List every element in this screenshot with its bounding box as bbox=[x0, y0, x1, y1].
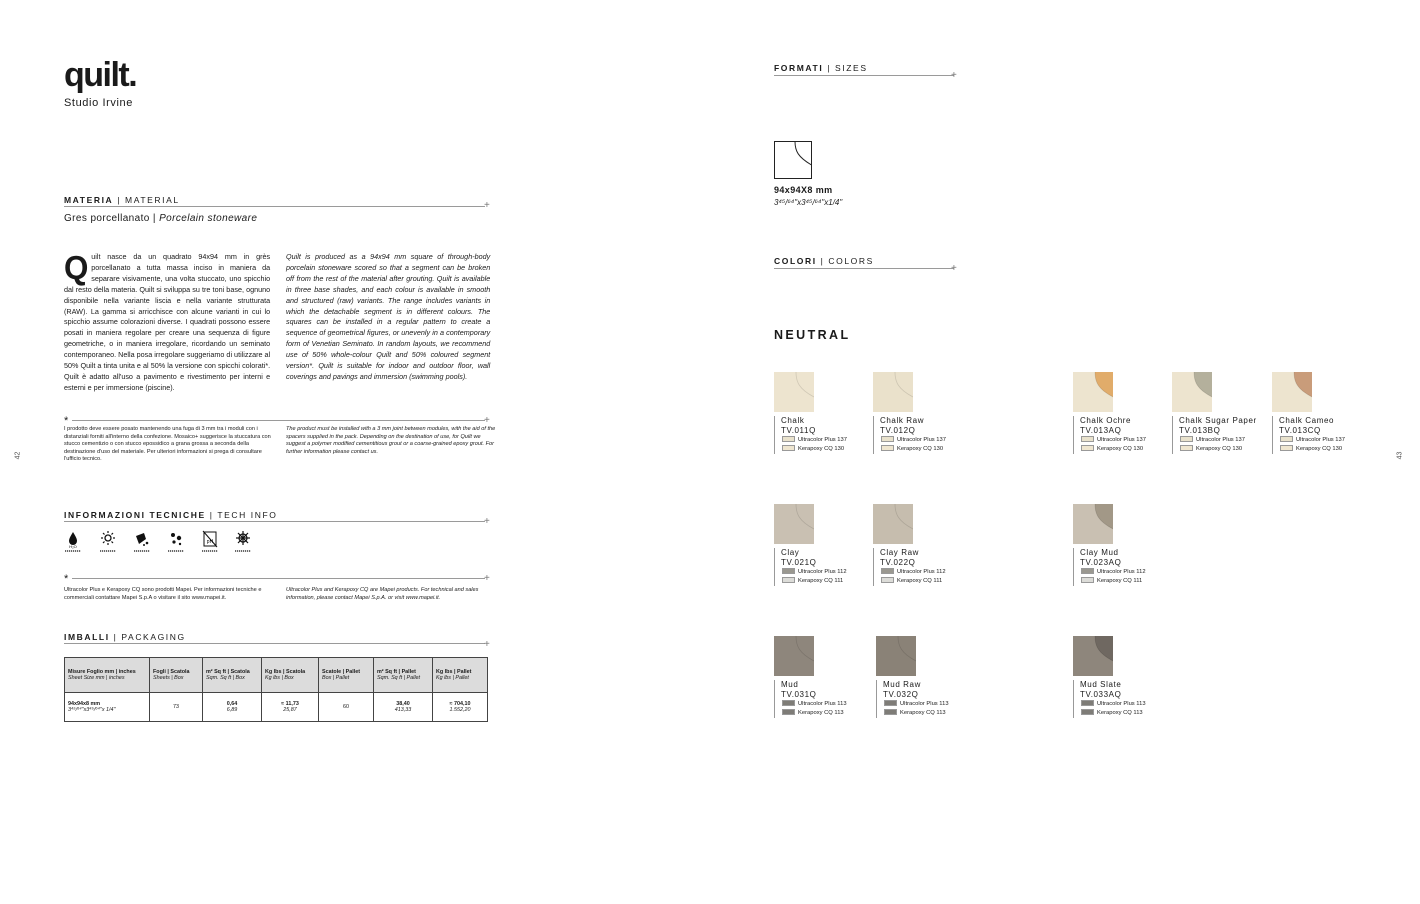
grout-label: Ultracolor Plus 113 bbox=[798, 701, 847, 707]
grout-item bbox=[1081, 700, 1146, 709]
designer-name: Studio Irvine bbox=[64, 97, 133, 109]
grout-swatch bbox=[782, 568, 795, 574]
color-tile bbox=[876, 636, 916, 676]
grout-label: Ultracolor Plus 112 bbox=[798, 569, 847, 575]
grout-item bbox=[782, 445, 847, 454]
cell-sqm-pallet: 38,40 413,33 bbox=[374, 693, 433, 722]
page-number-right: 43 bbox=[1396, 451, 1404, 460]
grout-label: Kerapoxy CQ 113 bbox=[798, 710, 844, 716]
svg-text:pH: pH bbox=[206, 539, 214, 545]
grout-list bbox=[782, 568, 847, 586]
color-divider-line bbox=[1272, 416, 1273, 454]
size-mm: 94x94X8 mm bbox=[774, 185, 833, 195]
color-code: TV.021Q bbox=[781, 558, 817, 567]
col-sqm-pallet: m² Sq ft | Pallet Sqm. Sq ft | Pallet bbox=[374, 658, 433, 693]
grout-label: Ultracolor Plus 113 bbox=[1097, 701, 1146, 707]
grout-item bbox=[782, 436, 847, 445]
sizes-heading-it: FORMATI bbox=[774, 63, 824, 73]
color-name: Clay bbox=[781, 548, 800, 557]
grout-swatch bbox=[1280, 445, 1293, 451]
color-code: TV.032Q bbox=[883, 690, 919, 699]
tech-heading-en: TECH INFO bbox=[217, 510, 278, 520]
tech-plus-mark: + bbox=[484, 516, 490, 527]
color-divider-line bbox=[876, 680, 877, 718]
grout-swatch bbox=[782, 700, 795, 706]
grout-swatch bbox=[884, 709, 897, 715]
grout-item bbox=[782, 709, 847, 718]
grout-list bbox=[1180, 436, 1245, 454]
color-family-title: NEUTRAL bbox=[774, 328, 851, 342]
color-divider-line bbox=[774, 416, 775, 454]
grout-swatch bbox=[881, 445, 894, 451]
color-code: TV.011Q bbox=[781, 426, 816, 435]
note2-plus-mark: + bbox=[484, 573, 490, 584]
color-name: Chalk Sugar Paper bbox=[1179, 416, 1257, 425]
material-heading-en: MATERIAL bbox=[125, 195, 180, 205]
packaging-plus-mark: + bbox=[484, 639, 490, 650]
grout-label: Kerapoxy CQ 111 bbox=[1097, 578, 1143, 584]
color-label bbox=[1179, 416, 1257, 436]
intro-english: Quilt is produced as a 94x94 mm square of through-body porcelain stoneware scored so that a segment can be broken off from the rest of the material after grouting. Quilt is available in three base shades, and each colour is available in smooth and structured (raw) variants. The range includes variants in which the detachable segment is in different colours. The squares can be installed in a regular pattern to create a sequence of geometrical figures, or unevenly in a contemporary form of Venetian Seminato. In random layouts, we recommend use of 50% whole-colour Quilt and 50% coloured segment version*. Quilt is suitable for indoor and outdoor floor, wall coverings and pavings and immersion (swimming pools). bbox=[286, 252, 491, 381]
grout-label: Kerapoxy CQ 130 bbox=[1196, 446, 1243, 452]
grout-label: Ultracolor Plus 112 bbox=[897, 569, 946, 575]
color-label bbox=[781, 680, 816, 700]
color-code: TV.013AQ bbox=[1080, 426, 1122, 435]
grout-item bbox=[1081, 436, 1146, 445]
color-divider-line bbox=[1073, 548, 1074, 586]
color-name: Chalk Ochre bbox=[1080, 416, 1132, 425]
color-divider-line bbox=[1073, 416, 1074, 454]
grout-item bbox=[1280, 436, 1345, 445]
grout-label: Ultracolor Plus 137 bbox=[1296, 437, 1345, 443]
grout-swatch bbox=[1081, 568, 1094, 574]
cell-sheets-box: 73 bbox=[150, 693, 203, 722]
col-sheet-size: Misure Foglio mm | inches Sheet Size mm | inches bbox=[65, 658, 150, 693]
grout-swatch bbox=[782, 709, 795, 715]
grout-list bbox=[884, 700, 949, 718]
grout-list bbox=[1081, 568, 1146, 586]
packaging-heading-it: IMBALLI bbox=[64, 632, 110, 642]
color-label bbox=[1279, 416, 1334, 436]
grout-list bbox=[1081, 436, 1146, 454]
color-divider-line bbox=[774, 680, 775, 718]
col-sqm-box: m² Sq ft | Scatola Sqm. Sq ft | Box bbox=[203, 658, 262, 693]
grout-item bbox=[782, 577, 847, 586]
color-name: Chalk Raw bbox=[880, 416, 925, 425]
colors-heading-en: COLORS bbox=[828, 256, 874, 266]
grout-item bbox=[1081, 568, 1146, 577]
size-inches: 3⁴⁵/⁶⁴"x3⁴⁵/⁶⁴"x1/4" bbox=[774, 198, 843, 207]
grout-item bbox=[881, 436, 946, 445]
grout-label: Ultracolor Plus 112 bbox=[1097, 569, 1146, 575]
color-tile bbox=[1172, 372, 1212, 412]
tech-heading-it: INFORMAZIONI TECNICHE bbox=[64, 510, 206, 520]
grout-label: Ultracolor Plus 137 bbox=[1196, 437, 1245, 443]
sizes-heading-sep: | bbox=[823, 63, 836, 73]
color-divider-line bbox=[1172, 416, 1173, 454]
color-name: Chalk bbox=[781, 416, 805, 425]
grout-item bbox=[881, 568, 946, 577]
color-name: Mud Slate bbox=[1080, 680, 1122, 689]
note2-english: Ultracolor Plus and Kerapoxy CQ are Mapei products. For technical and sales information, please contact Mapei S.p.A. or visit www.mapei.it. bbox=[286, 587, 479, 601]
grout-list bbox=[782, 436, 847, 454]
col-kg-pallet: Kg lbs | Pallet Kg lbs | Pallet bbox=[433, 658, 488, 693]
color-tile bbox=[774, 372, 814, 412]
col-box-pallet: Scatole | Pallet Box | Pallet bbox=[319, 658, 374, 693]
grout-item bbox=[782, 700, 847, 709]
grout-item bbox=[782, 568, 847, 577]
color-tile bbox=[774, 504, 814, 544]
grout-item bbox=[881, 577, 946, 586]
grout-list bbox=[782, 700, 847, 718]
grout-item bbox=[884, 709, 949, 718]
color-label bbox=[883, 680, 921, 700]
grout-item bbox=[1180, 436, 1245, 445]
grout-swatch bbox=[782, 436, 795, 442]
grout-swatch bbox=[1081, 709, 1094, 715]
grout-swatch bbox=[884, 700, 897, 706]
grout-item bbox=[1180, 445, 1245, 454]
grout-swatch bbox=[881, 577, 894, 583]
sizes-heading-en: SIZES bbox=[835, 63, 868, 73]
color-label bbox=[1080, 548, 1121, 568]
color-divider-line bbox=[1073, 680, 1074, 718]
intro-dropcap: Q bbox=[64, 249, 89, 286]
color-code: TV.012Q bbox=[880, 426, 916, 435]
grout-label: Kerapoxy CQ 130 bbox=[1097, 446, 1144, 452]
grout-swatch bbox=[782, 445, 795, 451]
grout-label: Kerapoxy CQ 111 bbox=[798, 578, 844, 584]
grout-label: Ultracolor Plus 137 bbox=[1097, 437, 1146, 443]
cell-kg-box: ≈ 11,73 25,87 bbox=[262, 693, 319, 722]
color-tile bbox=[1073, 372, 1113, 412]
color-label bbox=[1080, 416, 1131, 436]
color-code: TV.023AQ bbox=[1080, 558, 1122, 567]
grout-list bbox=[881, 436, 946, 454]
color-name: Mud bbox=[781, 680, 799, 689]
grout-swatch bbox=[1280, 436, 1293, 442]
material-value-en: Porcelain stoneware bbox=[159, 213, 258, 224]
grout-label: Kerapoxy CQ 111 bbox=[897, 578, 943, 584]
material-heading-sep: | bbox=[113, 195, 126, 205]
color-code: TV.033AQ bbox=[1080, 690, 1122, 699]
color-code: TV.013CQ bbox=[1279, 426, 1321, 435]
packaging-heading-sep: | bbox=[109, 632, 122, 642]
material-heading-it: MATERIA bbox=[64, 195, 114, 205]
color-tile bbox=[1073, 504, 1113, 544]
note2-asterisk: * bbox=[64, 573, 69, 585]
grout-swatch bbox=[1081, 577, 1094, 583]
grout-item bbox=[1081, 445, 1146, 454]
color-tile bbox=[873, 372, 913, 412]
cell-sqm-box: 0,64 6,89 bbox=[203, 693, 262, 722]
color-label bbox=[781, 416, 816, 436]
color-label bbox=[1080, 680, 1121, 700]
grout-swatch bbox=[1180, 445, 1193, 451]
cell-kg-pallet: ≈ 704,10 1.552,20 bbox=[433, 693, 488, 722]
grout-item bbox=[884, 700, 949, 709]
grout-swatch bbox=[1081, 436, 1094, 442]
grout-item bbox=[881, 445, 946, 454]
grout-list bbox=[1280, 436, 1345, 454]
cell-sheet-size: 94x94x8 mm 3⁴⁵/⁶⁴"x3⁴⁵/⁶⁴"x 1/4" bbox=[65, 693, 150, 722]
note1-italian: I prodotto deve essere posato mantenendo una fuga di 3 mm tra i moduli con i distanziali forniti all'interno della confezione. Mosaico+ suggerisce la stuccatura con stucco cementizio o con stucco epossidico a grana grossa a seconda della destinazione d'uso del materiale. Per ulteriori informazioni si prega di consultare l'ufficio tecnico. bbox=[64, 426, 271, 463]
col-sheets-box: Fogli | Scatola Sheets | Box bbox=[150, 658, 203, 693]
brand-logo: quilt. bbox=[64, 56, 137, 94]
intro-italian-text: uilt nasce da un quadrato 94x94 mm in grès porcellanato a tutta massa inciso in maniera da separare visivamente, una volta stuccato, uno spicchio dal resto della materia. Quilt si sviluppa su tre toni base, ognuno disponibile nella variante liscia e nella variante strutturata (RAW). La gamma si arricchisce con alcune varianti in cui lo spicchio assume colorazioni diverse. I quadrati possono essere posati in maniera regolare per creare una sequenza di figure geometriche, o in maniera irregolare, ricordando un seminato contemporaneo. Nella posa irregolare suggeriamo di utilizzare al 50% Quilt a tinta unita e al 50% la versione con spicchi colorati*. Quilt è adatto all'uso a pavimento e rivestimento per interni e esterni e per immersione (piscine). bbox=[64, 252, 271, 392]
grout-label: Kerapoxy CQ 113 bbox=[900, 710, 946, 716]
color-divider-line bbox=[873, 548, 874, 586]
sizes-plus-mark: + bbox=[951, 70, 957, 81]
material-value-it: Gres porcellanato | bbox=[64, 213, 160, 224]
colors-heading-it: COLORI bbox=[774, 256, 817, 266]
colors-plus-mark: + bbox=[951, 263, 957, 274]
page-number-left: 42 bbox=[14, 451, 22, 460]
grout-label: Ultracolor Plus 137 bbox=[798, 437, 847, 443]
tech-heading-sep: | bbox=[205, 510, 218, 520]
cell-box-pallet: 60 bbox=[319, 693, 374, 722]
color-label bbox=[781, 548, 816, 568]
color-tile bbox=[1272, 372, 1312, 412]
note1-english: The product must be installed with a 3 mm joint between modules, with the aid of the spacers supplied in the pack. Depending on the destination of use, for Quilt we suggest a polymer modified cementitious grout or a coarse-grained epoxy grout. For further information please contact us. bbox=[286, 426, 496, 455]
grout-swatch bbox=[1081, 700, 1094, 706]
grout-swatch bbox=[881, 436, 894, 442]
grout-label: Ultracolor Plus 113 bbox=[900, 701, 949, 707]
grout-label: Kerapoxy CQ 113 bbox=[1097, 710, 1143, 716]
color-code: TV.013BQ bbox=[1179, 426, 1221, 435]
water-icon-caption: H₂O bbox=[69, 544, 77, 549]
grout-label: Kerapoxy CQ 130 bbox=[1296, 446, 1343, 452]
grout-label: Kerapoxy CQ 130 bbox=[897, 446, 944, 452]
grout-list bbox=[1081, 700, 1146, 718]
color-label bbox=[880, 548, 919, 568]
color-tile bbox=[873, 504, 913, 544]
grout-label: Kerapoxy CQ 130 bbox=[798, 446, 845, 452]
color-label bbox=[880, 416, 924, 436]
grout-list bbox=[881, 568, 946, 586]
color-code: TV.022Q bbox=[880, 558, 916, 567]
grout-item bbox=[1081, 577, 1146, 586]
color-name: Clay Mud bbox=[1080, 548, 1119, 557]
grout-swatch bbox=[1180, 436, 1193, 442]
packaging-heading-en: PACKAGING bbox=[121, 632, 186, 642]
color-name: Clay Raw bbox=[880, 548, 920, 557]
grout-swatch bbox=[1081, 445, 1094, 451]
color-name: Chalk Cameo bbox=[1279, 416, 1335, 425]
color-tile bbox=[1073, 636, 1113, 676]
col-kg-box: Kg lbs | Scatola Kg lbs | Box bbox=[262, 658, 319, 693]
color-name: Mud Raw bbox=[883, 680, 921, 689]
material-plus-mark: + bbox=[484, 200, 490, 211]
grout-swatch bbox=[782, 577, 795, 583]
color-divider-line bbox=[774, 548, 775, 586]
grout-swatch bbox=[881, 568, 894, 574]
colors-heading-sep: | bbox=[816, 256, 829, 266]
note2-italian: Ultracolor Plus e Kerapoxy CQ sono prodotti Mapei. Per informazioni tecniche e commerciali contattare Mapei S.p.A o visitare il sito www.mapei.it. bbox=[64, 587, 262, 601]
note1-asterisk: * bbox=[64, 415, 69, 427]
grout-item bbox=[1081, 709, 1146, 718]
color-divider-line bbox=[873, 416, 874, 454]
note1-plus-mark: + bbox=[484, 415, 490, 426]
color-code: TV.031Q bbox=[781, 690, 817, 699]
color-tile bbox=[774, 636, 814, 676]
grout-label: Ultracolor Plus 137 bbox=[897, 437, 946, 443]
grout-item bbox=[1280, 445, 1345, 454]
